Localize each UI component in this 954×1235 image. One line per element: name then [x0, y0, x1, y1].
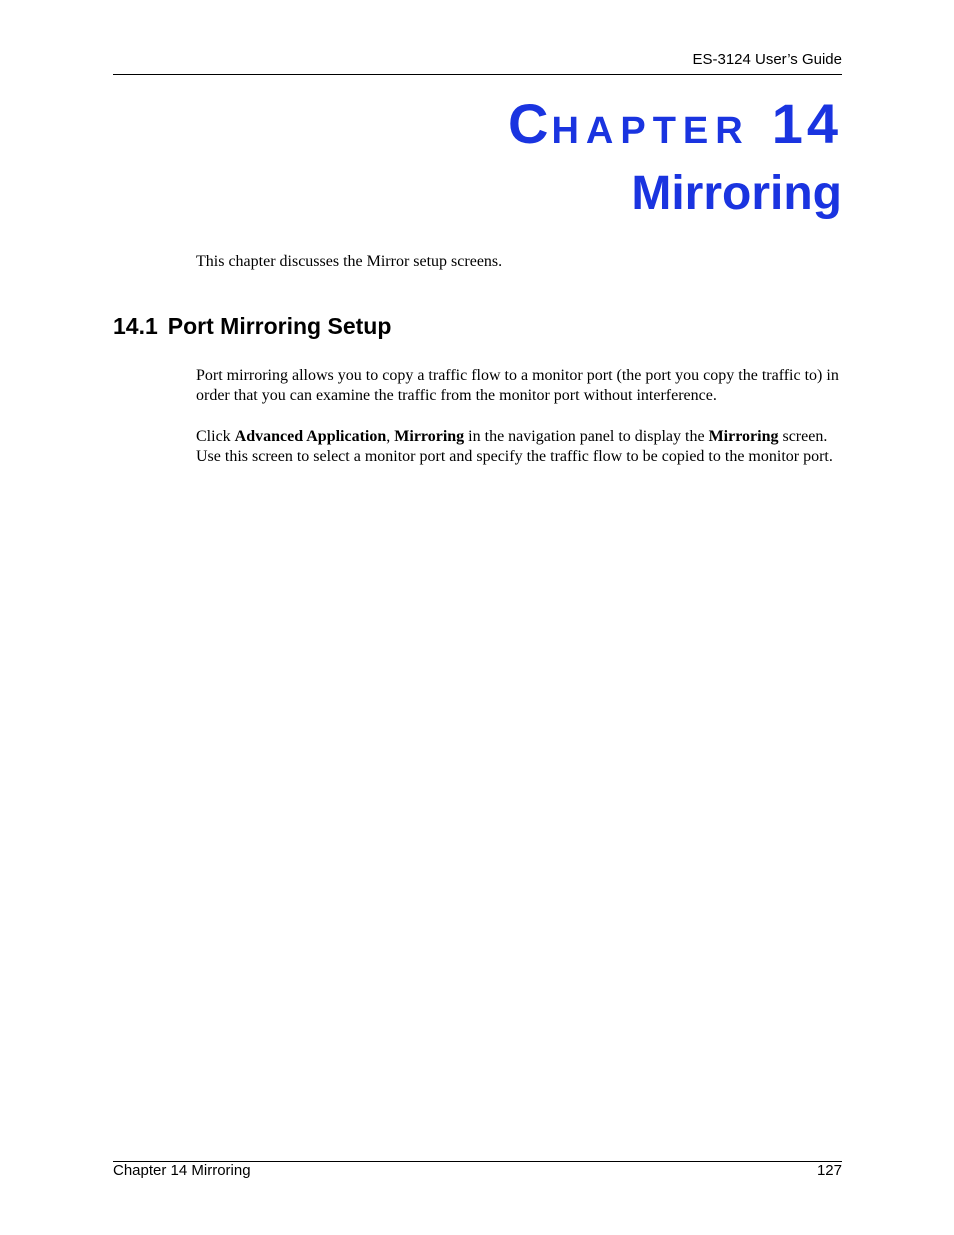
- section-title: Port Mirroring Setup: [167, 313, 392, 339]
- section-paragraph-1: Port mirroring allows you to copy a traffic flow to a monitor port (the port you copy the traffic to) in order that you can examine the traffic from the monitor port without interference.: [196, 367, 839, 404]
- menu-path-advanced-application: Advanced Application: [234, 428, 387, 445]
- chapter-label-rest: HAPTER: [551, 110, 750, 152]
- section-paragraph-2: [196, 427, 844, 467]
- text-run: Click: [196, 428, 235, 445]
- intro-paragraph: This chapter discusses the Mirror setup screens.: [196, 253, 503, 270]
- text-run: screen. Use this screen to select a monitor port and specify the traffic flow to be copied to the monitor port.: [196, 428, 833, 465]
- page-number: 127: [816, 1162, 842, 1179]
- screen-name-mirroring: Mirroring: [708, 428, 779, 445]
- section-number: 14.1: [113, 313, 158, 339]
- chapter-label-initial: C: [508, 92, 552, 155]
- chapter-label: [508, 92, 842, 155]
- footer-chapter-title: Chapter 14 Mirroring: [113, 1162, 251, 1179]
- text-run: in the navigation panel to display the: [464, 428, 709, 445]
- menu-path-mirroring: Mirroring: [394, 428, 465, 445]
- running-header: ES-3124 User’s Guide: [692, 51, 842, 68]
- chapter-number: 14: [771, 92, 842, 155]
- section-heading: [113, 313, 391, 340]
- text-run: ,: [386, 428, 395, 445]
- chapter-title: Mirroring: [631, 167, 842, 220]
- header-rule: [113, 74, 842, 75]
